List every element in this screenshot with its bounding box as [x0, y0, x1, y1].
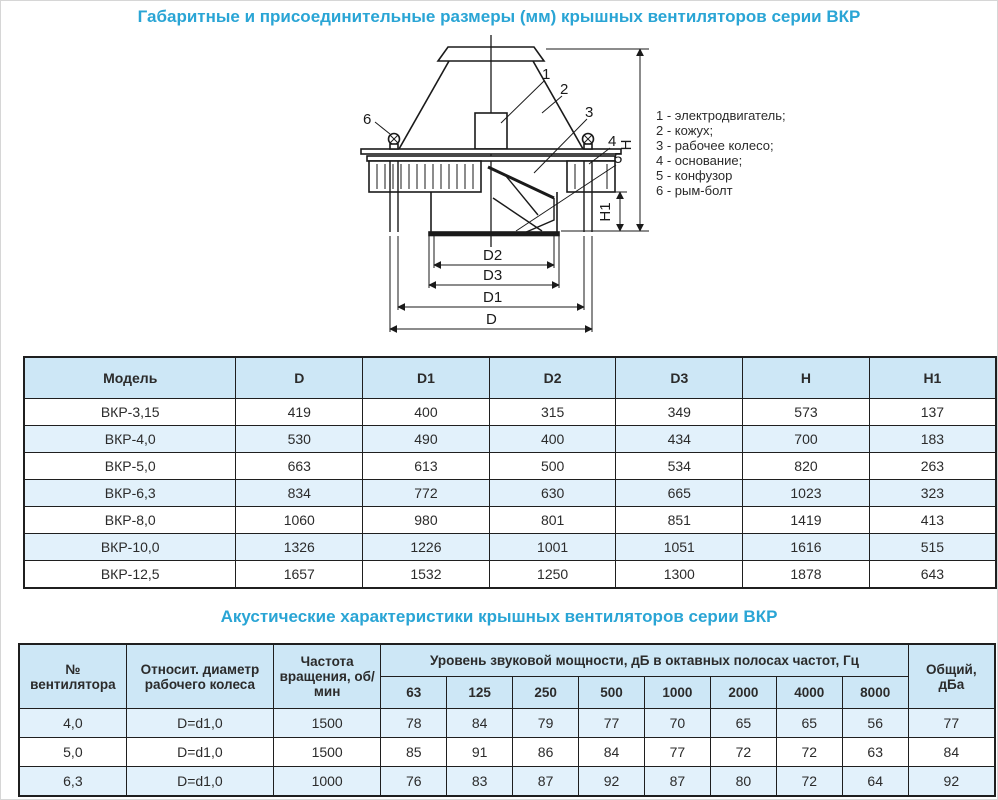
cell: 84: [447, 709, 513, 738]
col-freq-500: 500: [579, 677, 645, 709]
table-row: [19, 738, 995, 767]
cell: 663: [236, 453, 363, 480]
dim-d3-label: D3: [483, 267, 503, 284]
cell: 1532: [363, 561, 490, 589]
louver-box: [369, 161, 481, 192]
callout-4-label: 4: [608, 133, 617, 150]
cell: 980: [363, 507, 490, 534]
col-freq-63: 63: [381, 677, 447, 709]
cell: 534: [616, 453, 743, 480]
dims-col-h: H: [743, 357, 870, 399]
cell-model: ВКР-10,0: [24, 534, 236, 561]
table-row: [24, 480, 996, 507]
table-row: [24, 534, 996, 561]
cell: 83: [447, 767, 513, 797]
eye-bolt-left-icon: [389, 134, 400, 150]
cell: 851: [616, 507, 743, 534]
cell: 63: [842, 738, 908, 767]
cell: 820: [743, 453, 870, 480]
cell: 4,0: [19, 709, 126, 738]
cell: 72: [776, 738, 842, 767]
table-row: [19, 709, 995, 738]
col-total: Общий, дБа: [908, 644, 995, 709]
cell: 1051: [616, 534, 743, 561]
callout-3-label: 3: [585, 104, 594, 121]
table-row: [24, 453, 996, 480]
cell: 87: [644, 767, 710, 797]
cell: 772: [363, 480, 490, 507]
col-rotation-freq: Частота вращения, об/мин: [274, 644, 381, 709]
cell: 1023: [743, 480, 870, 507]
cell: 1226: [363, 534, 490, 561]
cell: 801: [489, 507, 616, 534]
col-rel-diameter: Относит. диаметр рабочего колеса: [126, 644, 273, 709]
cell: D=d1,0: [126, 709, 273, 738]
cell: 77: [579, 709, 645, 738]
cell: 1326: [236, 534, 363, 561]
fan-diagram: [1, 27, 997, 349]
callout-6-label: 6: [363, 111, 372, 128]
dims-col-d: D: [236, 357, 363, 399]
cell: 530: [236, 426, 363, 453]
cell: 1300: [616, 561, 743, 589]
eye-bolt-right-icon: [583, 134, 594, 150]
cell: 183: [869, 426, 996, 453]
cell: 85: [381, 738, 447, 767]
cell-model: ВКР-4,0: [24, 426, 236, 453]
cell: 80: [710, 767, 776, 797]
cell: 665: [616, 480, 743, 507]
cell: 6,3: [19, 767, 126, 797]
cell: 1060: [236, 507, 363, 534]
cell: D=d1,0: [126, 738, 273, 767]
cell-model: ВКР-6,3: [24, 480, 236, 507]
motor-box: [475, 113, 507, 149]
table-row: [24, 507, 996, 534]
acoustic-header-row-1: [19, 644, 995, 677]
col-fan-number: № вентилятора: [19, 644, 126, 709]
cell-model: ВКР-5,0: [24, 453, 236, 480]
cell-model: ВКР-8,0: [24, 507, 236, 534]
legend-item: 4 - основание;: [656, 152, 743, 168]
diagram-labels: [363, 66, 635, 328]
cell: 573: [743, 399, 870, 426]
acoustic-table: [18, 643, 996, 797]
dim-d1-label: D1: [483, 289, 503, 306]
cell: 349: [616, 399, 743, 426]
cell: 1616: [743, 534, 870, 561]
cell-model: ВКР-12,5: [24, 561, 236, 589]
cell: 1419: [743, 507, 870, 534]
col-freq-250: 250: [513, 677, 579, 709]
cell: 263: [869, 453, 996, 480]
cell: 1500: [274, 709, 381, 738]
cell: 72: [710, 738, 776, 767]
cell: 92: [579, 767, 645, 797]
cell-model: ВКР-3,15: [24, 399, 236, 426]
callout-2-label: 2: [560, 81, 569, 98]
col-sound-power: Уровень звуковой мощности, дБ в октавных полосах частот, Гц: [381, 644, 908, 677]
legend-item: 2 - кожух;: [656, 122, 714, 138]
cell: 92: [908, 767, 995, 797]
dims-header-row: [24, 357, 996, 399]
cell: 72: [776, 767, 842, 797]
cell: 834: [236, 480, 363, 507]
cell: 490: [363, 426, 490, 453]
cell: 5,0: [19, 738, 126, 767]
dim-h-label: H: [618, 139, 635, 151]
legend-item: 6 - рым-болт: [656, 182, 733, 198]
cell: 84: [579, 738, 645, 767]
cell: 400: [363, 399, 490, 426]
cell: 515: [869, 534, 996, 561]
cell: 91: [447, 738, 513, 767]
legend-item: 5 - конфузор: [656, 167, 733, 183]
diagram-legend: [656, 109, 786, 198]
col-freq-8000: 8000: [842, 677, 908, 709]
cell: 65: [776, 709, 842, 738]
cell: 400: [489, 426, 616, 453]
cell: 56: [842, 709, 908, 738]
cell: 413: [869, 507, 996, 534]
cell: 65: [710, 709, 776, 738]
cell: 1657: [236, 561, 363, 589]
dims-col-d3: D3: [616, 357, 743, 399]
cell: 630: [489, 480, 616, 507]
cell: 419: [236, 399, 363, 426]
cell: 77: [644, 738, 710, 767]
cell: 77: [908, 709, 995, 738]
cell: 643: [869, 561, 996, 589]
cell: 315: [489, 399, 616, 426]
cell: 86: [513, 738, 579, 767]
callout-1-label: 1: [542, 66, 551, 83]
impeller: [488, 167, 554, 233]
dim-d2-label: D2: [483, 247, 503, 264]
cell: 87: [513, 767, 579, 797]
cell: 1000: [274, 767, 381, 797]
cell: 613: [363, 453, 490, 480]
cell: 84: [908, 738, 995, 767]
col-freq-1000: 1000: [644, 677, 710, 709]
table-row: [24, 561, 996, 589]
cell: D=d1,0: [126, 767, 273, 797]
cell: 500: [489, 453, 616, 480]
dims-col-h1: H1: [869, 357, 996, 399]
dims-col-d2: D2: [489, 357, 616, 399]
table-row: [24, 426, 996, 453]
col-freq-125: 125: [447, 677, 513, 709]
cell: 1250: [489, 561, 616, 589]
cell: 64: [842, 767, 908, 797]
acoustic-title: Акустические характеристики крышных вентиляторов серии ВКР: [220, 607, 778, 626]
base-frame-right: [567, 161, 615, 192]
dimensions-table: [23, 356, 997, 589]
cell: 70: [644, 709, 710, 738]
cell: 434: [616, 426, 743, 453]
dims-col-model: Модель: [24, 357, 236, 399]
cell: 76: [381, 767, 447, 797]
col-freq-2000: 2000: [710, 677, 776, 709]
callout-5-label: 5: [614, 150, 623, 167]
cell: 137: [869, 399, 996, 426]
table-row: [19, 767, 995, 797]
table-row: [24, 399, 996, 426]
col-freq-4000: 4000: [776, 677, 842, 709]
cell: 700: [743, 426, 870, 453]
legend-item: 1 - электродвигатель;: [656, 108, 786, 123]
dim-d-label: D: [486, 311, 497, 328]
cell: 79: [513, 709, 579, 738]
cell: 1878: [743, 561, 870, 589]
cell: 78: [381, 709, 447, 738]
dim-h1-label: H1: [597, 202, 614, 222]
dims-col-d1: D1: [363, 357, 490, 399]
fan-drawing: [1, 27, 998, 349]
page-title: Габаритные и присоединительные размеры (мм) крышных вентиляторов серии ВКР: [137, 7, 861, 26]
cell: 1001: [489, 534, 616, 561]
legend-item: 3 - рабочее колесо;: [656, 137, 774, 153]
cell: 1500: [274, 738, 381, 767]
cell: 323: [869, 480, 996, 507]
